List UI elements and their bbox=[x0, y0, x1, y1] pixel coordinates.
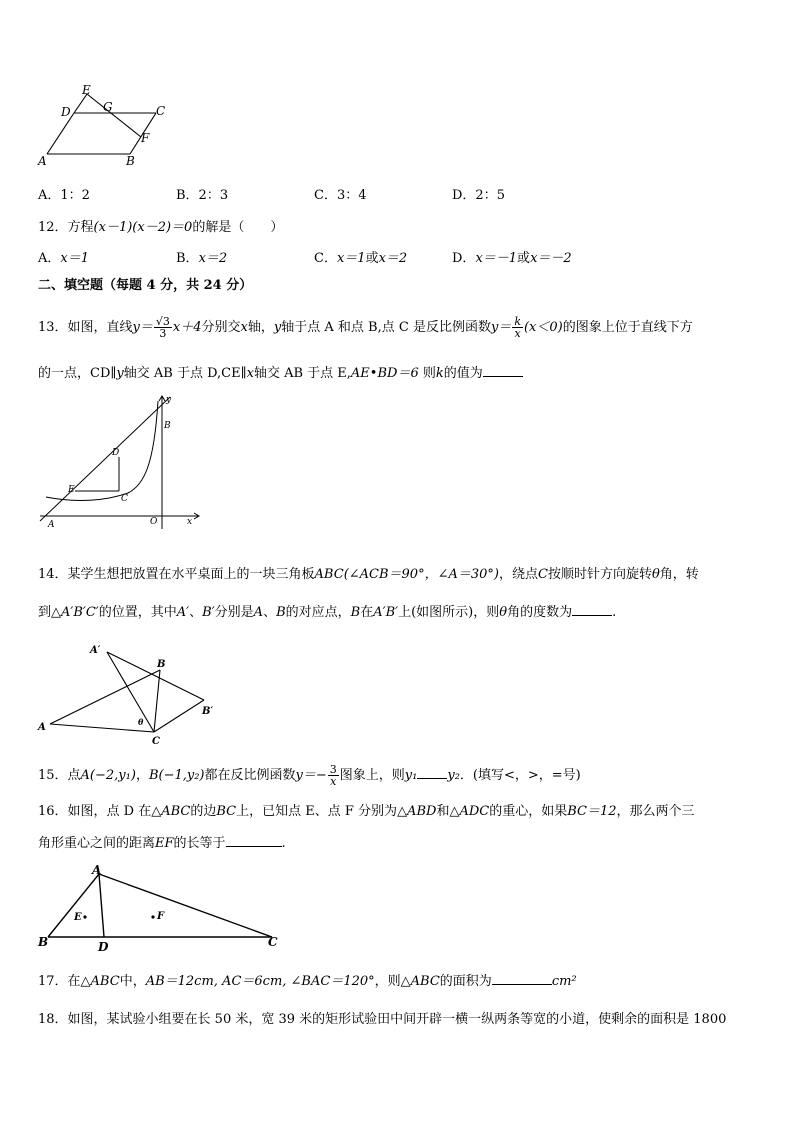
label-C: C bbox=[121, 494, 128, 504]
label-A: A bbox=[38, 154, 47, 168]
segment-BC bbox=[154, 670, 160, 732]
q11-option-a: A．1：2 bbox=[38, 188, 90, 203]
q12-option-b: B．x＝2 bbox=[176, 251, 228, 266]
answer-blank[interactable] bbox=[417, 766, 447, 779]
label-O: O bbox=[150, 517, 158, 527]
q11-option-d: D．2：5 bbox=[452, 188, 505, 203]
q13-stem-line2: 的一点，CD∥y轴交 AB 于点 D,CE∥x轴交 AB 于点 E,AE•BD＝6 则k的值为 bbox=[38, 364, 523, 383]
label-E: E bbox=[74, 912, 82, 923]
answer-blank[interactable] bbox=[483, 364, 523, 377]
segment-AD bbox=[99, 874, 104, 937]
point-E bbox=[83, 915, 86, 918]
label-A: A bbox=[48, 520, 55, 530]
q16-triangle-figure bbox=[34, 862, 294, 954]
q18-stem: 18．如图，某试验小组要在长 50 米，宽 39 米的矩形试验田中间开辟一横一纵两条等宽的小道，使剩余的面积是 1800 bbox=[38, 1012, 727, 1027]
label-B: B bbox=[38, 935, 49, 949]
segment-EF bbox=[87, 94, 141, 137]
segment-AB bbox=[50, 670, 160, 724]
label-B: B bbox=[126, 154, 135, 168]
label-theta: θ bbox=[138, 717, 144, 727]
q16-stem-line1: 16．如图，点 D 在△ABC的边BC上，已知点 E、点 F 分别为△ABD和△ADC的重心，如果BC＝12，那么两个三 bbox=[38, 804, 695, 819]
segment-AD bbox=[47, 113, 74, 154]
q11-parallelogram-figure bbox=[30, 82, 180, 172]
point-F bbox=[151, 915, 154, 918]
label-C: C bbox=[152, 736, 160, 747]
q12-stem: 12．方程(x－1)(x－2)＝0的解是（ ） bbox=[38, 220, 284, 235]
answer-blank[interactable] bbox=[492, 972, 552, 985]
segment-AB bbox=[48, 874, 99, 937]
label-F: F bbox=[141, 131, 150, 145]
q12-option-c: C．x＝1或x＝2 bbox=[314, 251, 408, 266]
q14-rotation-figure bbox=[34, 638, 224, 748]
q11-option-b: B．2：3 bbox=[176, 188, 229, 203]
label-E: E bbox=[82, 83, 91, 97]
label-x: x bbox=[187, 517, 193, 527]
q17-stem: 17．在△ABC中，AB＝12cm, AC＝6cm, ∠BAC＝120°，则△ABC的面积为 cm² bbox=[38, 974, 577, 989]
section-heading: 二、填空题（每题 4 分，共 24 分） bbox=[38, 278, 253, 293]
label-D: D bbox=[112, 448, 120, 458]
label-A: A bbox=[38, 722, 46, 733]
q14-stem-line2: 到△A′B′C′的位置，其中A′、B′分别是A、B的对应点，B在A′B′上(如图所示)，则θ角的度数为 . bbox=[38, 605, 617, 620]
label-D: D bbox=[61, 105, 71, 119]
q13-coordinate-figure bbox=[36, 393, 206, 533]
label-C: C bbox=[156, 104, 166, 118]
q13-stem-line1: 13．如图，直线y＝ $\frac{√3}{3}$ x＋4分别交x轴，y轴于点 A 和点 B,点 C 是反比例函数y＝ $\frac{k}{x}$ (x＜0)的图象上位于直线下方 bbox=[38, 315, 693, 340]
segment-BpC bbox=[154, 700, 204, 732]
label-Bp: B′ bbox=[202, 706, 214, 717]
label-B: B bbox=[164, 421, 171, 431]
label-Ap: A′ bbox=[90, 645, 101, 656]
label-A: A bbox=[92, 863, 102, 877]
label-D: D bbox=[98, 940, 109, 954]
q16-stem-line2: 角形重心之间的距离EF的长等于 . bbox=[38, 836, 286, 851]
q12-option-d: D．x＝－1或x＝－2 bbox=[452, 251, 572, 266]
hyperbola-curve bbox=[46, 401, 158, 500]
q12-equation: (x－1)(x－2)＝0 bbox=[93, 220, 193, 235]
label-C: C bbox=[268, 935, 278, 949]
label-F: F bbox=[157, 911, 165, 922]
answer-blank[interactable] bbox=[226, 834, 282, 847]
segment-AC bbox=[99, 874, 272, 937]
q12-option-a: A．x＝1 bbox=[38, 251, 89, 266]
label-y: y bbox=[166, 395, 172, 405]
q11-option-c: C．3：4 bbox=[314, 188, 367, 203]
label-E: E bbox=[68, 485, 75, 495]
answer-blank[interactable] bbox=[572, 603, 612, 616]
q15-stem: 15．点A(−2,y₁)，B(−1,y₂)都在反比例函数y＝− $\frac{3}{x}$ 图象上，则y₁ y₂．(填写<，>，=号) bbox=[38, 763, 581, 788]
label-G: G bbox=[103, 100, 113, 114]
label-B: B bbox=[157, 659, 166, 670]
q14-stem-line1: 14．某学生想把放置在水平桌面上的一块三角板ABC(∠ACB＝90°，∠A＝30°)，绕点C按顺时针方向旋转θ角，转 bbox=[38, 567, 699, 582]
